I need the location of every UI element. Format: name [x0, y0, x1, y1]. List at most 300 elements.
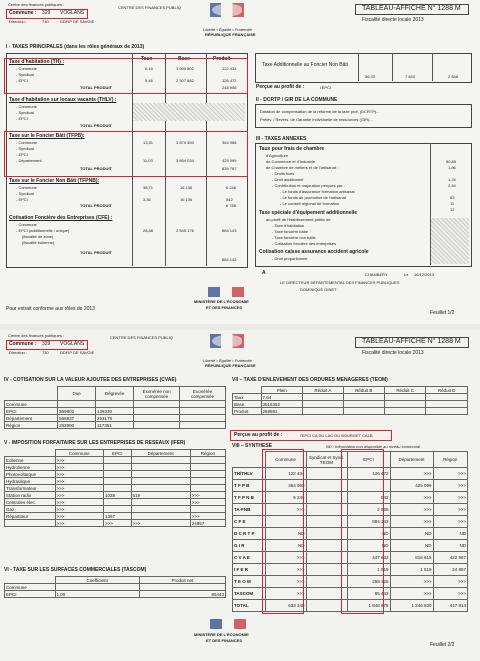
synth-cell-e: ND	[347, 528, 390, 540]
ifer-row	[5, 513, 226, 520]
republic-name: RÉPUBLIQUE FRANÇAISE	[205, 32, 256, 37]
synth-commune-highlight	[262, 449, 304, 614]
ifer-row	[5, 506, 226, 513]
cvae-table	[4, 386, 226, 429]
synth-cell-r: ND	[433, 540, 468, 552]
tascom-row-label: EPCI	[5, 591, 56, 598]
direction-label: Direction :	[9, 19, 28, 24]
tfpb-row-commune: - Commune	[16, 140, 37, 145]
synth-cell-r: >>>	[433, 480, 468, 492]
synth-cell-e: 1 919	[347, 564, 390, 576]
annexe-row-13: - Taxe foncière bâtie	[272, 229, 308, 234]
synth-row-label: D C R T P	[233, 528, 266, 540]
cfe-row-zone: (fiscalité de zone)	[22, 234, 54, 239]
cvae-due: 566837	[58, 415, 96, 422]
tfpb-title: Taxe sur le Foncier Bâti (TFPB):	[9, 133, 85, 139]
synth-cell-c: ND	[265, 540, 306, 552]
direction-code: 730	[42, 19, 49, 24]
p2-direction-name: DDFIP DE SAVOIE	[60, 350, 95, 355]
synth-col-commune: Commune	[265, 452, 306, 468]
teom-row-label: Produit	[233, 408, 262, 415]
th-taux-commune: 6,15	[145, 66, 153, 71]
ifer-row	[5, 499, 226, 506]
page-title: TABLEAU-AFFICHE N° 1288 M	[362, 5, 461, 12]
annexe-row-8: - Le fonds de promotion de l'artisanat	[280, 195, 346, 200]
ifer-r	[190, 471, 225, 478]
synth-row-label: TH/THLV	[233, 468, 266, 480]
sheet-number: Feuillet 1/2	[430, 310, 455, 316]
ifer-r: >>>	[190, 492, 225, 499]
synth-cell-d: >>>	[390, 492, 433, 504]
tfpb-produit-dept: 425 099	[222, 158, 237, 163]
cvae-col-exo: Exonérée compensée	[180, 387, 226, 401]
ifer-c: >>>	[55, 492, 103, 499]
synth-row-label: TA-FNB	[233, 504, 266, 516]
tfnb-base-epci: 16 136	[180, 197, 193, 202]
marianne-logo	[210, 3, 244, 25]
ifer-e: 1397	[103, 513, 131, 520]
thlv-total-label: TOTAL PRODUIT	[80, 123, 112, 128]
teom-col-a: Réduit A	[303, 387, 344, 394]
annexe-val-9: 12	[450, 207, 455, 212]
annexe-row-9: - Le conseil régional de formation	[280, 201, 340, 206]
cfe-title: Cotisation Foncière des Entreprises (CFE) :	[9, 215, 113, 221]
tfnb-row-syndicat: - Syndicat	[16, 191, 34, 196]
col-base: Base	[178, 56, 190, 62]
synth-cell-r: 447 814	[433, 600, 468, 612]
synth-cell-d: 1 519	[390, 564, 433, 576]
republic-motto: Liberté • Égalité • Fraternité	[203, 27, 252, 32]
annexe-row-1: d'Agriculture	[266, 153, 289, 158]
section-2-title: II - DCRTP / GIR DE LA COMMUNE	[256, 97, 338, 103]
annexe-row-6: - Contribution et majoration perçues par :	[272, 183, 345, 188]
tfnb-total: 6 788	[226, 203, 237, 208]
annexe-val-5: 2,84	[448, 183, 456, 188]
p2-commune-code: 329	[42, 341, 51, 347]
annexe-val-0: 50,85	[446, 159, 457, 164]
cvae-deg: 138330	[96, 408, 134, 415]
ifer-r: >>>	[190, 499, 225, 506]
thlv-row-commune: - Commune	[16, 104, 37, 109]
teom-row	[233, 408, 468, 415]
teom-row-label: Taux	[233, 394, 262, 401]
tfnb-row-commune: - Commune	[16, 185, 37, 190]
ifer-e	[103, 478, 131, 485]
annexe-val-1: 1,86	[448, 165, 456, 170]
synth-cell-c: 633 348	[265, 600, 306, 612]
ifer-r	[190, 464, 225, 471]
cvae-due: 369802	[58, 408, 96, 415]
tafnb-taux: 36,33	[365, 74, 376, 79]
cvae-row	[5, 415, 226, 422]
ifer-d	[131, 478, 190, 485]
teom-row	[233, 394, 468, 401]
synth-epci-highlight	[341, 449, 384, 614]
synth-cell-c: 6 246	[265, 492, 306, 504]
tfpb-base-dept: 3 854 034	[176, 158, 194, 163]
cvae-row	[5, 401, 226, 408]
synth-cell-r: >>>	[433, 576, 468, 588]
ifer-d	[131, 485, 190, 492]
annexe-val-7: 63	[450, 195, 455, 200]
centre-name: CENTRE DES FINANCES PUBLIQ	[118, 5, 181, 10]
cfe-total-label: TOTAL PRODUIT	[80, 250, 112, 255]
tafnb-base: 7 840	[405, 74, 416, 79]
cfe-base: 2 545 176	[176, 228, 194, 233]
synth-cell-e: 542	[347, 492, 390, 504]
tfpb-taux-dept: 11,03	[143, 158, 153, 163]
gir-row: Prélèv. / Revers. de Garantie individuelle de ressources (GIR)...	[260, 117, 373, 122]
ifer-r: >>>	[190, 513, 225, 520]
tfpb-row-syndicat: - Syndicat	[16, 146, 34, 151]
annexe-row-3: de Chambre de métiers et de l'artisanat :	[266, 165, 339, 170]
commune-name: VOGLANS	[60, 10, 85, 16]
synth-cell-e: 884 143	[347, 516, 390, 528]
ifer-d	[131, 471, 190, 478]
ifer-d	[131, 499, 190, 506]
synth-cell-c: >>>	[265, 564, 306, 576]
teom-col-b: Réduit B	[343, 387, 384, 394]
dcrtp-row: Dotation de compensation de la réforme de la taxe prof. (DCRTP)...	[260, 109, 380, 114]
cfe-total: 884 143	[222, 257, 237, 262]
annexe-row-4: - Droits fixes	[272, 171, 295, 176]
synth-col-dept: Département	[390, 452, 433, 468]
ifer-row	[5, 485, 226, 492]
annexe-row-10: Taxe spéciale d'équipement additionnelle	[259, 210, 358, 216]
synth-row-label: T E O M	[233, 576, 266, 588]
ifer-row	[5, 457, 226, 464]
ifer-e	[103, 457, 131, 464]
synth-row-label: TASCOM	[233, 588, 266, 600]
annexe-row-0: Taux pour frais de chambre	[259, 146, 325, 152]
cvae-deg: 253178	[96, 415, 134, 422]
ifer-c: >>>	[55, 499, 103, 506]
synth-cell-d: >>>	[390, 516, 433, 528]
synth-col-epci: EPCI	[347, 452, 390, 468]
ifer-c: >>>	[55, 506, 103, 513]
ifer-e: 1038	[103, 492, 131, 499]
synth-cell-e: 268 126	[347, 576, 390, 588]
synth-row-label: I F E R	[233, 564, 266, 576]
ifer-r: 24857	[190, 520, 225, 527]
ifer-e: >>>	[103, 520, 131, 527]
cvae-row-label: EPCI	[5, 408, 58, 415]
tfnb-produit-commune: 6 246	[226, 185, 237, 190]
annexe-val-8: 11	[450, 201, 455, 206]
synth-cell-d: 816 615	[390, 552, 433, 564]
dcrtp-box	[255, 104, 472, 128]
ifer-c: >>>	[55, 464, 103, 471]
teom-col-plein: Plein	[261, 387, 303, 394]
p2-centre-label: Centre des finances publiques :	[8, 333, 65, 338]
th-total-label: TOTAL PRODUIT	[80, 85, 112, 90]
p2-sheet-number: Feuillet 2/2	[430, 642, 455, 648]
annexe-row-15: - Cotisation foncière des entreprises	[272, 241, 337, 246]
annexe-row-12: - Taxe d'habitation	[272, 223, 305, 228]
th-row-commune: - Commune	[16, 66, 37, 71]
tascom-title: VI - TAXE SUR LES SURFACES COMMERCIALES (TASCOM)	[4, 567, 147, 573]
tfnb-base-commune: 16 136	[180, 185, 193, 190]
ifer-e	[103, 506, 131, 513]
tfpb-total-label: TOTAL PRODUIT	[80, 166, 112, 171]
cfe-row-commune: - Commune	[16, 222, 37, 227]
ifer-row-label: Eolienne	[5, 457, 56, 464]
ifer-c: >>>	[55, 478, 103, 485]
ifer-r	[190, 506, 225, 513]
th-total: 248 906	[222, 85, 237, 90]
synth-row-label: C F E	[233, 516, 266, 528]
tascom-col-produit: Produit net	[139, 577, 225, 584]
tfnb-total-label: TOTAL PRODUIT	[80, 203, 112, 208]
tascom-prod: 85443	[139, 591, 225, 598]
p2-republic-motto: Liberté • Égalité • Fraternité	[203, 358, 252, 363]
ifer-d	[131, 457, 190, 464]
tascom-prod	[139, 584, 225, 591]
synth-row-label: TOTAL	[233, 600, 266, 612]
ifer-row	[5, 464, 226, 471]
tfpb-row-epci: - EPCI	[16, 152, 28, 157]
ifer-r	[190, 485, 225, 492]
sign-city: CHAMBERY	[365, 272, 388, 277]
ifer-row-label: Centrales élec.	[5, 499, 56, 506]
ifer-row	[5, 478, 226, 485]
cvae-due: 262990	[58, 422, 96, 429]
tascom-col-coef: Coefficient	[55, 577, 139, 584]
p2-commune-label: Commune :	[9, 341, 37, 347]
th-base-commune: 1 990 802	[176, 66, 194, 71]
p2-ministry-emblem	[210, 619, 246, 633]
thlv-title: Taxe d'habitation sur locaux vacants (THLV) :	[9, 97, 117, 103]
sheet-1	[0, 0, 480, 324]
synth-cell-r: ND	[433, 528, 468, 540]
cvae-row-label: Région	[5, 422, 58, 429]
tfnb-row-epci: - EPCI	[16, 197, 28, 202]
ministry-line-2: ET DES FINANCES	[206, 305, 243, 310]
ifer-row-label: Répartiteur	[5, 513, 56, 520]
synth-cell-c: >>>	[265, 552, 306, 564]
ifer-row	[5, 520, 226, 527]
tfnb-title: Taxe sur le Foncier Non Bâti (TFPNB):	[9, 178, 100, 184]
teom-plein: 7,64	[261, 394, 303, 401]
tafnb-box	[255, 53, 472, 83]
col-taux: Taux	[141, 56, 153, 62]
centre-label: Centre des finances publiques :	[8, 2, 65, 7]
teom-percu-value: l'EPCI CA DU LAC DU BOURGET CALB	[300, 433, 373, 438]
teom-col-c: Réduit C	[384, 387, 426, 394]
cvae-title: IV - COTISATION SUR LA VALEUR AJOUTEE DES ENTREPRISES (CVAE)	[4, 377, 177, 383]
ifer-e	[103, 464, 131, 471]
synth-cell-c: 122 434	[265, 468, 306, 480]
th-produit-epci: 126 472	[222, 78, 237, 83]
cvae-col-due: Due	[58, 387, 96, 401]
ifer-row-label: Station radio	[5, 492, 56, 499]
p2-page-subtitle: Fiscalité directe locale 2013	[362, 350, 424, 356]
cvae-row	[5, 422, 226, 429]
thlv-row-epci: - EPCI	[16, 116, 28, 121]
th-taux-epci: 5,46	[145, 78, 153, 83]
annexe-row-17: - Droit proportionnel	[272, 256, 308, 261]
cvae-due	[58, 401, 96, 408]
th-title: Taxe d'habitation (TH) :	[9, 59, 64, 65]
col-produit: Produit	[213, 56, 231, 62]
extract-text: Pour extrait conforme aux rôles de 2013	[6, 306, 95, 312]
ifer-d	[131, 506, 190, 513]
annexe-row-14: - Taxe foncière non bâtie	[272, 235, 316, 240]
tascom-row-label: Commune	[5, 584, 56, 591]
teom-title: VII – TAXE D'ENLEVEMENT DES ORDURES MENAGERES (TEOM)	[232, 377, 388, 383]
synth-cell-c: >>>	[265, 588, 306, 600]
synth-cell-r: >>>	[433, 504, 468, 516]
ifer-row-label: Hydraulique	[5, 478, 56, 485]
synth-cell-r: >>>	[433, 588, 468, 600]
tfpb-produit-commune: 364 968	[222, 140, 237, 145]
ifer-row-label: Transformateur	[5, 485, 56, 492]
cfe-row-eolienne: (fiscalité éolienne)	[22, 240, 55, 245]
synth-cell-d: 425 099	[390, 480, 433, 492]
annexe-row-11: au profit de l'établissement public de	[266, 217, 331, 222]
synth-cell-r: 422 957	[433, 552, 468, 564]
annexe-row-2: de Commerce et d'Industrie	[266, 159, 316, 164]
p2-ministry-line-2: ET DES FINANCES	[206, 638, 243, 643]
tfnb-taux-epci: 3,36	[143, 197, 151, 202]
ifer-e	[103, 499, 131, 506]
synth-cell-r: >>>	[433, 516, 468, 528]
synth-cell-e: ND	[347, 540, 390, 552]
synth-row-label: T F P B	[233, 480, 266, 492]
synth-cell-e: 1 848 878	[347, 600, 390, 612]
synth-cell-c: 364 968	[265, 480, 306, 492]
tfpb-total: 839 767	[222, 166, 237, 171]
cvae-deg	[96, 401, 134, 408]
annexe-row-16: Cotisation caisse assurance accident agricole	[259, 249, 369, 255]
sign-name: DOMINIQUE GINET	[300, 287, 337, 292]
p2-ministry-line-1: MINISTÈRE DE L'ÉCONOMIE	[194, 632, 249, 637]
ifer-table	[4, 449, 226, 527]
ifer-c: >>>	[55, 485, 103, 492]
teom-plein: 268581	[261, 408, 303, 415]
teom-row	[233, 401, 468, 408]
thlv-row-syndicat: - Syndicat	[16, 110, 34, 115]
teom-row-label: Base	[233, 401, 262, 408]
ifer-row-label: Photovoltaïque	[5, 471, 56, 478]
ifer-d	[131, 464, 190, 471]
section-1-title: I - TAXES PRINCIPALES (dans les rôles généraux de 2013)	[6, 44, 145, 50]
cvae-row-label: Département	[5, 415, 58, 422]
ifer-c: >>>	[55, 457, 103, 464]
synth-cell-d: 1 246 830	[390, 600, 433, 612]
ifer-col-dept: Département	[131, 450, 190, 457]
synth-cell-d: >>>	[390, 468, 433, 480]
synth-cell-r: 24 857	[433, 564, 468, 576]
cfe-row-epci: - EPCI (additionnelle / unique)	[16, 228, 70, 233]
p2-commune-name: VOGLANS	[60, 341, 85, 347]
cfe-taux: 28,88	[143, 228, 154, 233]
th-base-epci: 2 307 882	[176, 78, 194, 83]
synth-col-syndicat: Syndicat et Synd. TEOM	[306, 452, 347, 468]
synth-note: ND : Information non disponible au niveau communal	[326, 444, 421, 449]
synth-cell-d: >>>	[390, 504, 433, 516]
synth-cell-r: >>>	[433, 468, 468, 480]
tfpb-base-commune: 3 879 550	[176, 140, 194, 145]
synth-cell-d: >>>	[390, 576, 433, 588]
ifer-d: >>>	[131, 520, 190, 527]
p2-centre-name: CENTRE DES FINANCES PUBLIQ	[110, 335, 173, 340]
cvae-col-degrevee: Dégrevée	[96, 387, 134, 401]
tfnb-produit-epci: 542	[226, 197, 233, 202]
synth-cell-e: 2 865	[347, 504, 390, 516]
tfnb-taux-commune: 38,71	[143, 185, 154, 190]
synth-cell-d: >>>	[390, 588, 433, 600]
ifer-col-commune: Commune	[55, 450, 103, 457]
ifer-e	[103, 471, 131, 478]
synth-cell-r: >>>	[433, 492, 468, 504]
cvae-deg: 117351	[96, 422, 134, 429]
synth-cell-c: >>>	[265, 504, 306, 516]
th-row-syndicat: - Syndicat	[16, 72, 34, 77]
p2-republic-name: RÉPUBLIQUE FRANÇAISE	[205, 363, 256, 368]
synth-row-label: C V A E	[233, 552, 266, 564]
tascom-row	[5, 591, 226, 598]
ifer-c: >>>	[55, 513, 103, 520]
synth-cell-c: >>>	[265, 576, 306, 588]
tascom-coef: 1,00	[55, 591, 139, 598]
p2-direction-label: Direction :	[9, 350, 28, 355]
tascom-table	[4, 576, 226, 598]
cvae-row-label: Commune	[5, 401, 58, 408]
ministry-line-1: MINISTÈRE DE L'ÉCONOMIE	[194, 299, 249, 304]
cvae-row	[5, 408, 226, 415]
synth-title: VIII – SYNTHESE	[232, 443, 273, 449]
p2-marianne-logo	[210, 334, 244, 356]
sign-date: 16/12/2013	[414, 272, 435, 277]
ifer-row	[5, 492, 226, 499]
tafnb-title: Taxe Additionnelle au Foncier Non Bâti	[262, 62, 348, 68]
section-3-title: III - TAXES ANNEXES	[256, 136, 307, 142]
ifer-c: >>>	[55, 471, 103, 478]
centre-code: DDFIP DE SAVOIE	[60, 19, 95, 24]
ifer-title: V - IMPOSITION FORFAITAIRE SUR LES ENTREPRISES DE RESEAUX (IFER)	[4, 440, 186, 446]
cfe-produit: 884 143	[222, 228, 237, 233]
sign-letter: A	[262, 270, 266, 276]
ifer-col-epci: EPCI	[103, 450, 131, 457]
ifer-d: 519	[131, 492, 190, 499]
commune-code: 329	[42, 10, 51, 16]
tafnb-percu-label: Perçue au profit de :	[256, 84, 305, 90]
synth-row-label: T F P N B	[233, 492, 266, 504]
annexe-row-7: - Le fonds d'assurance formation artisanat	[280, 189, 355, 194]
commune-label: Commune :	[9, 10, 37, 16]
ifer-r	[190, 457, 225, 464]
synth-cell-c: ND	[265, 528, 306, 540]
synth-cell-d: ND	[390, 528, 433, 540]
tfpb-row-departement: - Département	[16, 158, 42, 163]
ifer-row-label: Hydrolienne	[5, 464, 56, 471]
p2-direction-code: 730	[42, 350, 49, 355]
tfpb-taux-commune: 13,51	[143, 140, 154, 145]
teom-col-d: Réduit D	[426, 387, 468, 394]
teom-table	[232, 386, 468, 415]
ifer-e	[103, 485, 131, 492]
synth-col-region: Région	[433, 452, 468, 468]
th-produit-commune: 122 434	[222, 66, 237, 71]
th-row-epci: - EPCI	[16, 78, 28, 83]
tafnb-produit: 2 848	[448, 74, 459, 79]
ifer-c: >>>	[55, 520, 103, 527]
sheet-2	[0, 330, 480, 661]
teom-plein: 3515352	[261, 401, 303, 408]
tascom-row	[5, 584, 226, 591]
page-subtitle: Fiscalité directe locale 2013	[362, 17, 424, 23]
